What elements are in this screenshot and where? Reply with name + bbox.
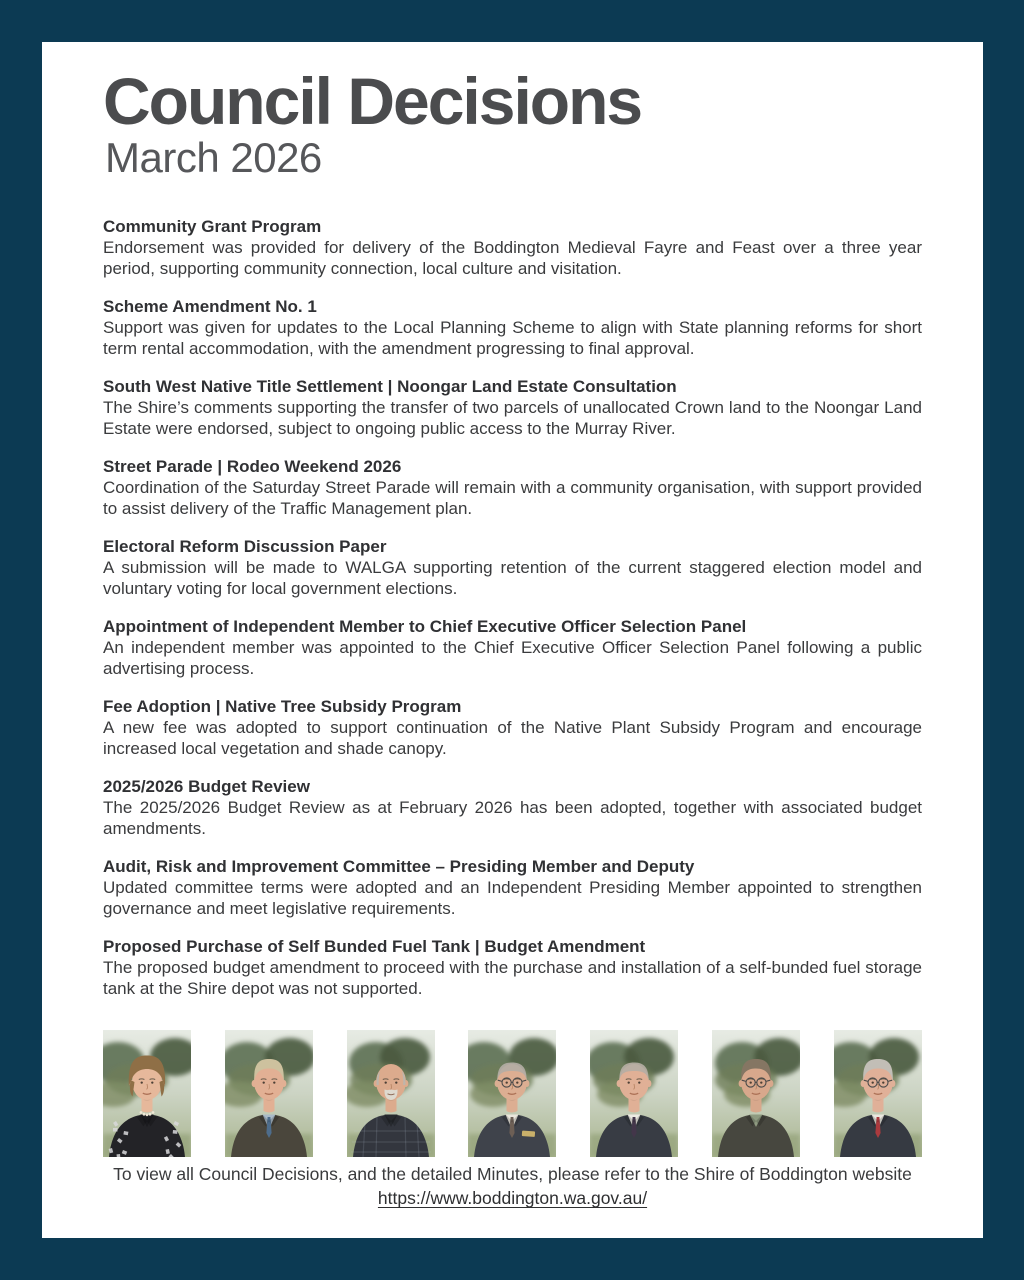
decision-heading: Audit, Risk and Improvement Committee – Presiding Member and Deputy — [103, 857, 695, 877]
page-subtitle: March 2026 — [105, 134, 322, 181]
decision-heading: Fee Adoption | Native Tree Subsidy Program — [103, 697, 462, 717]
decision-section — [103, 296, 922, 359]
document-footer — [103, 1162, 922, 1210]
decision-heading: Proposed Purchase of Self Bunded Fuel Tank | Budget Amendment — [103, 937, 646, 957]
page-title: Council Decisions — [103, 64, 642, 138]
decision-body: Updated committee terms were adopted and an Independent Presiding Member appointed to strengthen governance and meet legislative requirements. — [103, 878, 922, 919]
decision-body: A submission will be made to WALGA supporting retention of the current staggered election model and voluntary voting for local government elections. — [103, 558, 922, 599]
document-sheet — [42, 42, 983, 1238]
decision-section — [103, 616, 922, 679]
decision-section — [103, 536, 922, 599]
councillor-7-photo — [834, 1030, 922, 1157]
decision-body: Coordination of the Saturday Street Parade will remain with a community organisation, with support provided to assist delivery of the Traffic Management plan. — [103, 478, 922, 519]
decision-section — [103, 856, 922, 919]
decision-section — [103, 696, 922, 759]
footer-text: To view all Council Decisions, and the detailed Minutes, please refer to the Shire of Boddington website — [113, 1164, 912, 1185]
decisions-list — [103, 216, 922, 999]
decision-heading: Scheme Amendment No. 1 — [103, 297, 317, 317]
website-link[interactable]: https://www.boddington.wa.gov.au/ — [377, 1188, 648, 1209]
document-header — [103, 64, 922, 182]
decision-section — [103, 216, 922, 279]
councillor-1-photo — [103, 1030, 191, 1157]
councillor-2-photo — [225, 1030, 313, 1157]
decision-body: Support was given for updates to the Local Planning Scheme to align with State planning reforms for short term rental accommodation, with the amendment progressing to final approval. — [103, 318, 922, 359]
decision-heading: South West Native Title Settlement | Noongar Land Estate Consultation — [103, 377, 677, 397]
footer-link-line — [103, 1186, 922, 1210]
decision-body: The Shire’s comments supporting the transfer of two parcels of unallocated Crown land to the Noongar Land Estate were endorsed, subject to ongoing public access to the Murray River. — [103, 398, 922, 439]
councillor-3-photo — [347, 1030, 435, 1157]
decision-heading: Street Parade | Rodeo Weekend 2026 — [103, 457, 402, 477]
decision-body: The 2025/2026 Budget Review as at February 2026 has been adopted, together with associated budget amendments. — [103, 798, 922, 839]
decision-body: An independent member was appointed to the Chief Executive Officer Selection Panel following a public advertising process. — [103, 638, 922, 679]
decision-section — [103, 936, 922, 999]
councillor-6-photo — [712, 1030, 800, 1157]
decision-body: The proposed budget amendment to proceed with the purchase and installation of a self-bunded fuel storage tank at the Shire depot was not supported. — [103, 958, 922, 999]
decision-section — [103, 456, 922, 519]
councillor-4-photo — [468, 1030, 556, 1157]
decision-section — [103, 376, 922, 439]
decision-section — [103, 776, 922, 839]
councillor-5-photo — [590, 1030, 678, 1157]
decision-heading: Appointment of Independent Member to Chief Executive Officer Selection Panel — [103, 617, 747, 637]
decision-heading: Community Grant Program — [103, 217, 322, 237]
decision-body: A new fee was adopted to support continuation of the Native Plant Subsidy Program and encourage increased local vegetation and shade canopy. — [103, 718, 922, 759]
decision-heading: Electoral Reform Discussion Paper — [103, 537, 387, 557]
decision-heading: 2025/2026 Budget Review — [103, 777, 310, 797]
decision-body: Endorsement was provided for delivery of the Boddington Medieval Fayre and Feast over a three year period, supporting community connection, local culture and visitation. — [103, 238, 922, 279]
councillor-photos — [103, 1030, 922, 1157]
